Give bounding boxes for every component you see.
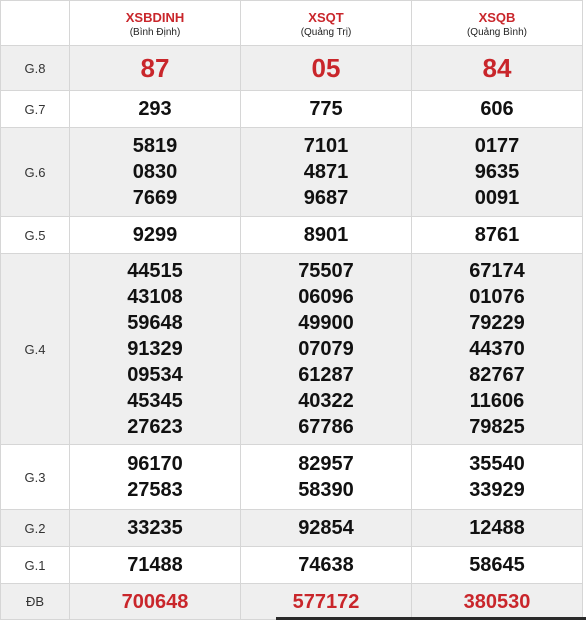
prize-number: 775 (309, 98, 343, 120)
prize-number: 44370 (469, 338, 525, 360)
prize-row-g6 (1, 128, 583, 217)
prize-label: G.8 (1, 46, 70, 91)
province-name: (Bình Định) (129, 26, 181, 38)
prize-number: 606 (480, 98, 514, 120)
prize-label: ĐB (1, 584, 70, 620)
prize-cell (241, 445, 412, 510)
prize-cell (241, 91, 412, 128)
prize-number: 0830 (132, 161, 178, 183)
prize-number: 58645 (469, 554, 525, 576)
prize-label: G.7 (1, 91, 70, 128)
prize-number: 35540 (469, 453, 525, 475)
prize-number: 9687 (303, 187, 349, 209)
prize-cell (241, 128, 412, 217)
prize-cell (241, 584, 412, 620)
prize-cell (70, 217, 241, 254)
prize-number: 82957 (298, 453, 354, 475)
prize-number: 8901 (303, 224, 349, 246)
prize-row-g1 (1, 547, 583, 584)
prize-label: G.5 (1, 217, 70, 254)
prize-number: 33235 (127, 517, 183, 539)
prize-number: 84 (482, 53, 512, 83)
prize-cell (241, 254, 412, 445)
prize-cell (412, 510, 583, 547)
prize-cell (412, 217, 583, 254)
prize-number: 27583 (127, 479, 183, 501)
prize-row-g7 (1, 91, 583, 128)
prize-number: 9299 (132, 224, 178, 246)
prize-number: 11606 (469, 390, 525, 412)
prize-cell (70, 46, 241, 91)
prize-cell (412, 46, 583, 91)
province-code[interactable]: XSQB (478, 9, 516, 25)
prize-cell (70, 547, 241, 584)
prize-number: 43108 (127, 286, 183, 308)
prize-number: 380530 (463, 590, 531, 613)
prize-number: 40322 (298, 390, 354, 412)
prize-cell (412, 254, 583, 445)
prize-number: 92854 (298, 517, 354, 539)
prize-number: 293 (138, 98, 172, 120)
prize-cell (412, 128, 583, 217)
province-name: (Quảng Bình) (466, 26, 528, 38)
prize-label: G.3 (1, 445, 70, 510)
prize-number: 7101 (303, 135, 349, 157)
province-name: (Quảng Trị) (300, 26, 352, 38)
prize-number: 06096 (298, 286, 354, 308)
prize-number: 96170 (127, 453, 183, 475)
prize-number: 67174 (469, 260, 525, 282)
prize-row-db (1, 584, 583, 620)
prize-number: 9635 (474, 161, 520, 183)
prize-row-g2 (1, 510, 583, 547)
prize-number: 45345 (127, 390, 183, 412)
prize-cell (412, 91, 583, 128)
prize-cell (70, 254, 241, 445)
province-header-qb (412, 1, 583, 46)
prize-number: 58390 (298, 479, 354, 501)
prize-number: 07079 (298, 338, 354, 360)
prize-number: 59648 (127, 312, 183, 334)
prize-number: 67786 (298, 416, 354, 438)
prize-number: 0177 (474, 135, 520, 157)
prize-cell (70, 445, 241, 510)
province-header-qt (241, 1, 412, 46)
prize-cell (70, 128, 241, 217)
prize-number: 577172 (292, 590, 360, 613)
prize-cell (241, 46, 412, 91)
province-header-bdinh (70, 1, 241, 46)
prize-row-g3 (1, 445, 583, 510)
prize-label: G.6 (1, 128, 70, 217)
prize-number: 27623 (127, 416, 183, 438)
prize-number: 700648 (121, 590, 189, 613)
prize-row-g5 (1, 217, 583, 254)
prize-cell (70, 510, 241, 547)
prize-number: 79825 (469, 416, 525, 438)
prize-number: 05 (311, 53, 341, 83)
prize-number: 0091 (474, 187, 520, 209)
prize-label: G.1 (1, 547, 70, 584)
prize-label: G.4 (1, 254, 70, 445)
prize-number: 09534 (127, 364, 183, 386)
prize-number: 4871 (303, 161, 349, 183)
prize-number: 01076 (469, 286, 525, 308)
prize-number: 74638 (298, 554, 354, 576)
prize-rows (1, 46, 583, 620)
prize-number: 91329 (127, 338, 183, 360)
prize-number: 49900 (298, 312, 354, 334)
prize-number: 44515 (127, 260, 183, 282)
prize-cell (241, 217, 412, 254)
province-code[interactable]: XSQT (308, 9, 344, 25)
corner-cell (1, 1, 70, 46)
prize-row-g8 (1, 46, 583, 91)
prize-number: 61287 (298, 364, 354, 386)
prize-cell (70, 91, 241, 128)
prize-cell (412, 547, 583, 584)
prize-number: 7669 (132, 187, 178, 209)
prize-number: 33929 (469, 479, 525, 501)
prize-cell (412, 445, 583, 510)
header-row (1, 1, 583, 46)
prize-number: 8761 (474, 224, 520, 246)
prize-cell (70, 584, 241, 620)
prize-row-g4 (1, 254, 583, 445)
prize-label: G.2 (1, 510, 70, 547)
prize-cell (412, 584, 583, 620)
prize-number: 12488 (469, 517, 525, 539)
prize-cell (241, 510, 412, 547)
prize-number: 87 (140, 53, 170, 83)
prize-cell (241, 547, 412, 584)
prize-number: 82767 (469, 364, 525, 386)
prize-number: 71488 (127, 554, 183, 576)
prize-number: 75507 (298, 260, 354, 282)
prize-number: 79229 (469, 312, 525, 334)
province-code[interactable]: XSBDINH (125, 9, 185, 25)
prize-number: 5819 (132, 135, 178, 157)
